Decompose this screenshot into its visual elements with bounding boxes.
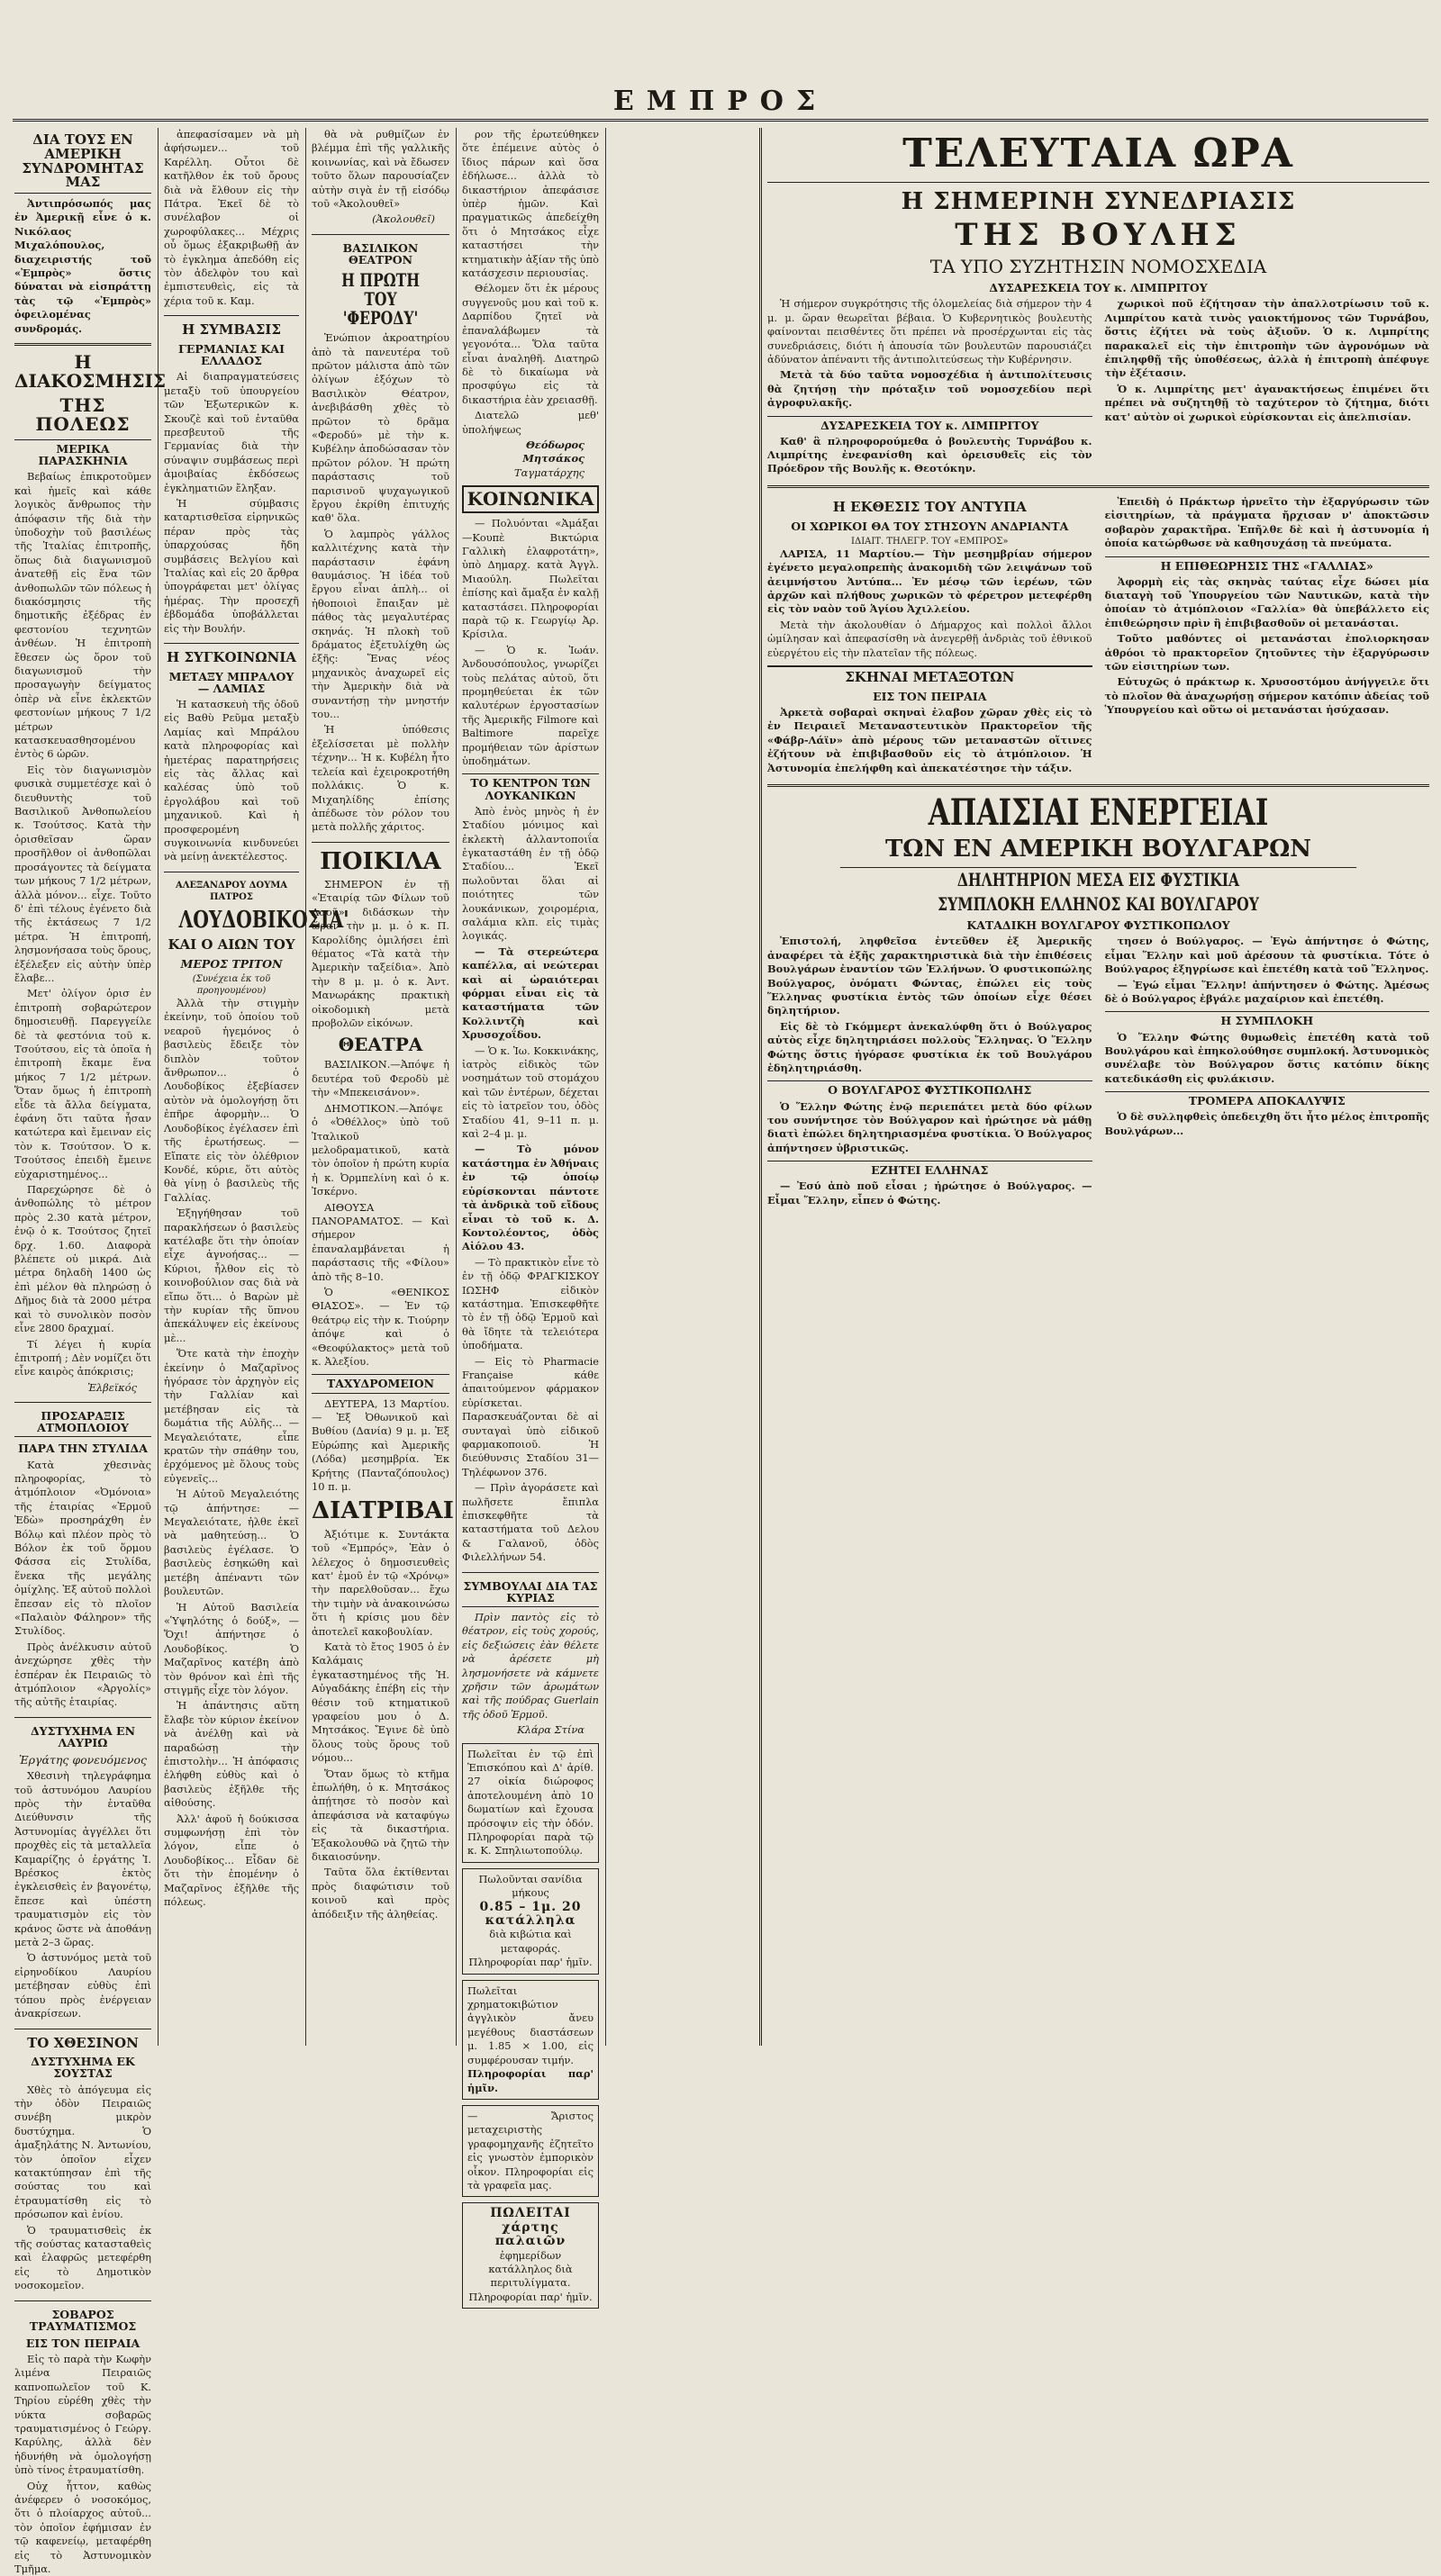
headline-social: ΚΟΙΝΩΝΙΚΑ <box>462 485 599 513</box>
article-text: Ἡ ὑπόθεσις ἐξελίσσεται μὲ πολλὴν τέχνην... Ἡ κ. Κυβέλη ἦτο τελεία καὶ ἐχειροκροτήθη πολλάκις. Ὁ κ. Μιχαηλίδης ἐπίσης ἀπέδωσε τὸν ρόλον του μετὰ πολλῆς χάριτος. <box>312 723 449 834</box>
article-text: ΣΗΜΕΡΟΝ ἐν τῇ «Ἑταιρίᾳ τῶν Φίλων τοῦ Λαοῦ» διδάσκων τὴν ὥραν τὴν μ. μ. ὁ κ. Π. Καρολίδης ὁμιλήσει ἐπὶ θέματος «Τὰ κατὰ τὴν Ἀμερικὴν ταξείδια». Ἀπὸ τὴν 8 μ. μ. ὁ κ. Ἀντ. Μανωράκης πρακτικὴ οἰκοδομικὴ μετὰ προβολῶν εἰκόνων. <box>312 878 449 1030</box>
article-text: χωρικοὶ ποῦ ἐζήτησαν τὴν ἀπαλλοτρίωσιν τοῦ κ. Λιμπρίτου κατὰ τινὸς γαιοκτήμονος τῶν Τυρνάβου, ὅστις ἐζήτει νὰ τοὺς ἀξιοῦν. Ὁ κ. Λιμπρίτης παρακαλεῖ εἰς τὴν ἐπιτροπὴν τῶν ἀγρονόμων νὰ ἐπιληφθῇ τῆς ὑποθέσεως, ἀλλὰ ἡ ἐπιτροπὴ ἀπέφυγε τὴν ἐξέτασιν. <box>1104 297 1429 380</box>
headline-serial: ΛΟΥΔΟΒΙΚΟΣΙΑ' <box>178 906 349 934</box>
ad-text: Πωλοῦνται σανίδια μήκους <box>478 1872 583 1900</box>
article-text: Ἐπειδὴ ὁ Πράκτωρ ἠρνεῖτο τὴν ἐξαργύρωσιν τῶν εἰσιτηρίων, τὰ πράγματα ἤρχισαν ν' ἀποκτῶσιν σοβαρὸν χαρακτῆρα. Ἐπῆλθε δὲ καὶ ἡ ἀστυνομία ἡ ὁποία κατώρθωσε νὰ καθησυχάσῃ τὰ πνεύματα. <box>1104 494 1429 550</box>
headline-city: ΤΗΣ ΠΟΛΕΩΣ <box>35 394 131 436</box>
classified-ad <box>462 1980 599 2100</box>
divider <box>164 315 299 316</box>
article-text: Ἐξηγήθησαν τοῦ παρακλήσεων ὁ βασιλεὺς κατέλαβε ὅτι τὴν ὁποίαν εἶχε ἀγνοήσας... — Κύριοι, ἦλθον εἰς τὸ κοινοβούλιον σας διὰ νὰ εἴπω ὅτι... ὁ Βαρὼν μὲ τὴν κυρίαν τῆς ὕπνου ἀπεκάλυψεν εἰς ἐκείνους μὲ... <box>164 1207 299 1344</box>
article-text: — Ὁ κ. Ἰωάν. Ἀνδουσόπουλος, γνωρίζει τοὺς πελάτας αὐτοῦ, ὅτι προμηθεύεται ἐκ τῶν καλυτέρων ἐργοστασίων τῆς Ἀμερικῆς Filmore καὶ Baltimore παρεῖχε προμήθειαν τῶν ἀρίστων ὑποδημάτων. <box>462 643 599 768</box>
headline-ladies-advice: ΣΥΜΒΟΥΛΑΙ ΔΙΑ ΤΑΣ ΚΥΡΙΑΣ <box>462 1580 599 1607</box>
two-col-block <box>767 495 1429 777</box>
article-text: Τοῦτο μαθόντες οἱ μετανάσται ἐπολιορκησαν ἀθρόοι τὸ πρακτορεῖον ζητοῦντες τὴν ἐξαργύρωσιν τῶν εἰσιτηρίων των. <box>1104 632 1429 673</box>
headline-last-hour: ΤΕΛΕΥΤΑΙΑ ΩΡΑ <box>902 131 1294 176</box>
article-text: Ἡ κατασκευὴ τῆς ὁδοῦ εἰς Βαθὺ Ρεῦμα μεταξὺ Λαμίας καὶ Μπράλου κατὰ πληροφορίας καὶ ἡμετέρας παρατηρήσεις εἰς τὰς ἄλλας καὶ καλέσας ὑπὸ τοῦ ἐργολάβου καὶ τοῦ μηχανικοῦ. Καὶ ἡ προσφερομένη συγκοινωνία κινδυνεύει νὰ μείνῃ ἀνεκτέλεστος. <box>164 698 299 863</box>
article-text: Ὅτε κατὰ τὴν ἐποχὴν ἐκείνην ὁ Μαζαρῖνος ἠγόρασε τὸν ἀρχηγὸν εἰς τὴν Γαλλίαν καὶ μετέβησαν εἰς τὰ δωμάτια τῆς Αὐλῆς... — Μεγαλειότατε, εἶπε κρατῶν τὴν σπάθην του, ἐρχόμενος μὲ ὅλους τοὺς εὐγενεῖς... <box>164 1347 299 1485</box>
ad-text: Πληροφορίαι παρ' ἡμῖν. <box>467 2067 594 2094</box>
article-text: Εἰς τὸν διαγωνισμὸν φυσικὰ συμμετέσχε καὶ ὁ διευθυντὴς τοῦ Βασιλικοῦ Ἀνθοπωλείου κ. Τσούτσος. Κατὰ τὴν ὁρισθεῖσαν ὥραν προσῆλθον οἱ ἀνθοπῶλαι προσάγοντες τὰ δείγματα των μήκους 7 1/2 μέτρων, ἀλλὰ μόνον... εἶχε. Τοῦτο δ' ἐπὶ τέλους ἐγένετο διὰ τῆς ἐκτάσεως 7 1/2 μέτρα. Ἡ ἐπιτροπή, λησμονήσασα τοὺς ὅρους, ἐξέλεξεν εἰς αὐτὴν ὑπὲρ ἔλαβε... <box>14 763 151 984</box>
headline-antypas: Η ΕΚΘΕΣΙΣ ΤΟΥ ΑΝΤΥΠΑ <box>832 498 1027 515</box>
article-text: Μετὰ τὴν ἀκολουθίαν ὁ Δήμαρχος καὶ πολλοὶ ἄλλοι ὡμίλησαν καὶ ἀπεφασίσθη νὰ ἀνεγερθῇ ἀνδριὰς τοῦ ἐθνικοῦ εὐεργέτου εἰς τὴν πλατεῖαν τῆς πόλεως. <box>767 618 1092 659</box>
article-text: Ἀξιότιμε κ. Συντάκτα τοῦ «Ἐμπρός», Ἐὰν ὁ λέλεχος ὁ δημοσιευθεὶς κατ' ἐμοῦ ἐν τῷ «Χρόνῳ» τὴν παρελθοῦσαν... ἔχω τὴν τιμὴν νὰ ἀνακοινώσω ὅτι ἡ κρίσις μου δὲν ἀποτελεῖ κακοβουλίαν. <box>312 1527 449 1638</box>
article-text: Αἱ διαπραγματεύσεις μεταξὺ τοῦ ὑπουργείου τῶν Ἐξωτερικῶν κ. Σκουζὲ καὶ τοῦ ἐνταῦθα πρεσβευτοῦ τῆς Γερμανίας διὰ τὴν σύναψιν συμβάσεως περὶ ἀμοιβαίας ἐκδόσεως ἐγκληματιῶν ἔληξαν. <box>164 370 299 494</box>
column-3 <box>312 128 454 2046</box>
article-text: Χθὲς τὸ ἀπόγευμα εἰς τὴν ὁδὸν Πειραιῶς συνέβη μικρὸν δυστύχημα. Ὁ ἁμαξηλάτης Ν. Ἀντωνίου, τὸν ὁποῖον εἶχεν κατακτύπησαν ἐπὶ τῆς σούστας του καὶ ἐτραυματίσθη εἰς τὸ πρόσωπον καὶ ἐνίου. <box>14 2083 151 2221</box>
article-text: Ἡ σήμερον συγκρότησις τῆς ὁλομελείας διὰ σήμερον τὴν 4 μ. μ. ὥραν θεωρεῖται βέβαια. Ὁ Κυβερνητικὸς βουλευτὴς φαίνονται πεισθέντες ὅτι πρέπει νὰ προσέρχωνται εἰς τὰς συνεδριάσεις, διότι ἡ ἀπουσία τῶν βουλευτῶν παρουσιάζει ἀδύνατον ἀπέναντι τῆς ἀντιπολιτεύσεως τὴν Κυβέρνησιν. <box>767 297 1092 366</box>
signature-title: Ταγματάρχης <box>514 465 585 479</box>
subheadline-clash: Η ΣΥΜΠΛΟΚΗ <box>1105 1011 1430 1026</box>
ad-text: διὰ κιβώτια καὶ μεταφοράς. Πληροφορίαι παρ' ἡμῖν. <box>468 1928 593 1969</box>
headline-emigrants: ΣΚΗΝΑΙ ΜΕΤΑΞΟΤΩΝ <box>767 665 1092 685</box>
ad-text: Πωλεῖται χρηματοκιβώτιον ἀγγλικὸν ἄνευ μεγέθους διαστάσεων μ. 1.85 × 1.00, εἰς συμφέρουσαν τιμήν. <box>467 1984 594 2066</box>
article-text: ΔΕΥΤΕΡΑ, 13 Μαρτίου.— Ἐξ Ὀθωνικοῦ καὶ Βυθίου (Δανία) 9 μ. μ. Ἐξ Εὐρώπης καὶ Ἀμερικῆς (Λόδα) μεσημβρία. Ἐκ Κρήτης (Πανταζόπουλος) 10 π. μ. <box>312 1396 449 1493</box>
divider <box>312 842 449 843</box>
ad-highlight: 0.85 – 1μ. 20 κατάλληλα <box>479 1899 582 1929</box>
article-text: — Πρὶν ἀγοράσετε καὶ πωλῆσετε ἔπιπλα ἐπισκεφθῆτε τὰ καταστήματα τοῦ Δελου & Γαλανοῦ, ὁδὸς Φιλελλήνων 54. <box>462 1481 599 1564</box>
article-text: Εἰς δὲ τὸ Γκόμμερτ ἀνεκαλύφθη ὅτι ὁ Βούλγαρος αὐτὸς εἶχε δηλητηριάσει πολλοὺς Ἕλληνας. Ὁ Ἕλλην Φώτης ὅστις ἠγόρασε φυστίκια ἐκ τοῦ Βουλγάρου ἐδηλητηριάσθη. <box>767 1019 1092 1074</box>
headline-disputes: ΔΙΑΤΡΙΒΑΙ <box>312 1497 454 1525</box>
two-col-block <box>767 297 1429 478</box>
subcolumn-right <box>1105 495 1430 777</box>
classified-ad <box>462 1743 599 1863</box>
article-text: Ἡ ἀπάντησις αὕτη ἔλαβε τὸν κύριον ἐκείνον νὰ ἀνέλθῃ καὶ νὰ παραδώσῃ τὴν ἐπιστολὴν... Ἡ ἀπόφασις ἐλήφθη εὐθὺς καὶ ὁ βασιλεὺς ἐξῆλθε τῆς αἰθούσης. <box>164 1699 299 1810</box>
article-text: Ὁ ἀστυνόμος μετὰ τοῦ εἰρηνοδίκου Λαυρίου μετέβησαν εὐθὺς ἐπὶ τόπου πρὸς ἐνέργειαν ἀνακρίσεων. <box>14 1951 151 2020</box>
article-text: ἀπεφασίσαμεν νὰ μὴ ἀφήσωμεν... τοῦ Καρέλλη. Οὗτοι δὲ κατῆλθον ἐκ τοῦ ὄρους διὰ νὰ ἔλθουν εἰς τὴν Πάτρα. Ἐκεῖ δὲ τὸ συνέλαβον οἱ χωροφύλακες... Μέχρις οὗ ὅμως ἐξακριβωθῇ ἀν τὸ ἐγκλημα ἀπεδόθη εἰς τὸν ἀδελφὸν του καὶ ἐμπιστευθεὶς, εἰς τὰ χέρια τοῦ κ. Καμ. <box>164 128 299 307</box>
headline-grounding: ΠΡΟΣΑΡΑΞΙΣ ΑΤΜΟΠΛΟΙΟΥ <box>14 1410 151 1437</box>
article-text: Ἡ Αὐτοῦ Μεγαλειότης τῷ ἀπήντησε: — Μεγαλειότατε, ἠλθε ἐκεῖ νὰ μαθητεύσῃ... Ὁ βασιλεὺς ἐγέλασε. Ὁ βασιλεὺς ἐσηκώθη καὶ μετέβη ἀπέναντι τῶν βουλευτῶν. <box>164 1487 299 1598</box>
column-separator <box>456 128 457 2046</box>
article-text: Διατελῶ μεθ' ὑπολήψεως <box>462 409 599 436</box>
classified-ad <box>462 2202 599 2309</box>
article-text: Ἡ Αὐτοῦ Βασιλεία «Ὑψηλότης ὁ δούξ», — Ὅχι! ἀπήντησε ὁ Λουδοβίκος. Ὁ Μαζαρῖνος κατέβη ἀπὸ τὸν θρόνον καὶ ἐπὶ τῆς στιγμῆς εἶχε τὸν λόγον. <box>164 1600 299 1696</box>
divider <box>312 234 449 235</box>
subheadline-piraeus-2: ΕΙΣ ΤΟΝ ΠΕΙΡΑΙΑ <box>873 689 987 703</box>
ad-text: Πληροφορίαι παρ' ἡμῖν. <box>468 2290 593 2303</box>
subheadline-statue: ΟΙ ΧΩΡΙΚΟΙ ΘΑ ΤΟΥ ΣΤΗΣΟΥΝ ΑΝΔΡΙΑΝΤΑ <box>791 519 1069 533</box>
article-text: — Τὸ πρακτικὸν εἶνε τὸ ἐν τῇ ὁδῷ ΦΡΑΓΚΙΣΚΟΥ ΙΩΣΗΦ εἰδικὸν κατάστημα. Ἐπισκεφθῆτε τὸ ἐν τῇ ὁδῷ Ἑρμοῦ καὶ θὰ ἴδητε τὰ τελειότερα ὑποδήματα. <box>462 1255 599 1352</box>
classified-ad <box>462 2105 599 2197</box>
divider <box>14 2300 151 2301</box>
article-text: Κατὰ χθεσινὰς πληροφορίας, τὸ ἀτμόπλοιον «Ὀμόνοια» τῆς ἑταιρίας «Ἑρμοῦ Ἐδὼ» προσηράχθη ἐν Βόλῳ καὶ πλέον πρὸς τὸ Βόλον ἐκ τοῦ ὅρμου Φάσσα εἰς Στυλίδα, ἕνεκα τῆς μεγάλης ὁμίχλης. Ἐξ αὐτοῦ πολλοὶ ἔπεσαν εἰς τὸ πλοῖον «Παλαιὸν Φάληρον» τῆς Στυλίδος. <box>14 1458 151 1638</box>
article-text: Ὁ δὲ συλληφθεὶς ὁπεδειχθη ὅτι ἦτο μέλος ἐπιτροπῆς Βουλγάρων... <box>1104 1110 1429 1137</box>
headline-parliament: ΤΗΣ ΒΟΥΛΗΣ <box>955 217 1242 254</box>
article-text: — Πολυόνται «Ἀμάξαι—Κουπὲ Βικτώρια Γαλλικὴ ἐλαφροτάτη», ὑπὸ Δημαρχ. κατὰ Ἀγγλ. Μιαούλη. Πωλεῖται ἐπίσης καὶ ἄμαξα ἐν καλῇ καταστάσει. Πληροφορίαι παρὰ τῷ κ. Γεωργίῳ Ἀρ. Κρίσιλα. <box>462 517 599 641</box>
article-text: Ταῦτα ὅλα ἐκτίθενται πρὸς διαφώτισιν τοῦ κοινοῦ καὶ πρὸς ἀπόδειξιν τῆς ἀληθείας. <box>312 1866 449 1921</box>
telegram-label: ΙΔΙΑΙΤ. ΤΗΛΕΓΡ. ΤΟΥ «ΕΜΠΡΟΣ» <box>851 536 1009 547</box>
subcolumn-right <box>1105 297 1430 478</box>
article-text: Πρὶν παντὸς εἰς τὸ θέατρον, εἰς τοὺς χορούς, εἰς δεξιώσεις ἐὰν θέλετε νὰ ἀρέσετε μὴ λησμονήσετε νὰ κάμνετε χρῆσιν τῶν ἀρωμάτων καὶ τῆς πούδρας Guerlain τῆς ὁδοῦ Ἑρμοῦ. <box>462 1610 599 1721</box>
divider <box>14 1717 151 1718</box>
article-text: Ὅταν ὅμως τὸ κτῆμα ἐπωλήθη, ὁ κ. Μητσάκος ἀπῄτησε τὸ ποσὸν καὶ ἀπεφάσισα νὰ καταφύγω εἰς τὰ δικαστήρια. Ἐξακολουθῶ νὰ ζητῶ τὴν δικαιοσύνην. <box>312 1767 449 1864</box>
subcolumn-right <box>1105 935 1430 1209</box>
column-separator <box>605 128 606 2046</box>
headline-bills: ΤΑ ΥΠΟ ΣΥΖΗΤΗΣΙΝ ΝΟΜΟΣΧΕΔΙΑ <box>929 256 1267 278</box>
article-text: — Ἐσύ ἀπὸ ποῦ εἶσαι ; ἠρώτησε ὁ Βούλγαρος. — Εἶμαι Ἕλλην, εἶπεν ὁ Φώτης. <box>767 1180 1092 1207</box>
headline-sinister: ΑΠΑΙΣΙΑΙ ΕΝΕΡΓΕΙΑΙ <box>928 791 1269 834</box>
article-text: Μετὰ τὰ δύο ταῦτα νομοσχέδια ἡ ἀντιπολίτευσις θὰ ζητήσῃ τὴν πρόταξιν τοῦ νομοσχεδίου περὶ ἀγροφυλακῆς. <box>767 368 1092 410</box>
article-text: Ὁ «ΘΕΝΙΚΟΣ ΘΙΑΣΟΣ». — Ἐν τῷ θεάτρῳ εἰς τὴν κ. Τιούρην ἀπόψε καὶ ὁ «Θεοφύλακτος» μετὰ τοῦ κ. Ἀλεξίου. <box>312 1285 449 1369</box>
subheadline-greeks: ΕΖΗΤΕΙ ΕΛΛΗΝΑΣ <box>767 1161 1092 1176</box>
article-text: ΔΗΜΟΤΙΚΟΝ.—Ἀπόψε ὁ «Ὀθέλλος» ὑπὸ τοῦ Ἰταλικοῦ μελοδραματικοῦ, κατὰ τὸν ὁποῖον ἡ πρώτη κυρία ἡ κ. Ὀρμπελίνη καὶ ὁ κ. Ἰσκέρνο. <box>312 1101 449 1198</box>
headline-premiere: Η ΠΡΩΤΗ ΤΟΥ 'ΦΕΡΟΔΥ' <box>341 269 420 330</box>
subheadline-serial: ΚΑΙ Ο ΑΙΩΝ ΤΟΥ <box>168 936 295 954</box>
classified-ad <box>462 1868 599 1975</box>
signature: Ἐλβεϊκός <box>87 1380 137 1394</box>
article-text: θὰ νὰ ρυθμίζων ἐν βλέμμα ἐπὶ τῆς γαλλικῆς κοινωνίας, καὶ νὰ ἔδωσεν τοῦτο ὅλων παρουσίαζεν αὐτὴν σιγὰ ἐν τῇ εἰσόδῳ τοῦ «Ἀκολουθεῖ» <box>312 128 449 211</box>
article-text: — Τὰ στερεώτερα καπέλλα, αἱ νεώτεραι καὶ αἱ ὡραιότεραι φόρμαι εἶναι εἰς τὰ καταστήματα τῶν Κολλιντζὴ καὶ Χρυσοχοΐδου. <box>462 945 599 1042</box>
headline-sausages: ΤΟ ΚΕΝΤΡΟΝ ΤΩΝ ΛΟΥΚΑΝΙΚΩΝ <box>462 773 599 800</box>
article-text: Εὐτυχῶς ὁ πράκτωρ κ. Χρυσοστόμου ἀνήγγειλε ὅτι τὸ πλοῖον θὰ ἀναχωρήσῃ σήμερον κατόπιν ἀδείας τοῦ Ὑπουργείου καὶ οὕτω οἱ μετανάσται ἡσύχασαν. <box>1104 675 1429 717</box>
article-text: ρον τῆς ἐρωτεύθηκεν ὅτε ἐπέμεινε αὐτὸς ὁ ἴδιος πάρων καὶ ὅσα ἐδήλωσε... ἀλλὰ τὸ δικαστήριον ἀπεφάσισε ὑπὲρ ἡμῶν. Καὶ πραγματικῶς ἀπεδείχθη ὅτι ὁ Μητσάκος εἶχε καταστήσει τὴν κτηματικὴν ἀξίαν τῆς ὑπὸ κατάσχεσιν περιουσίας. <box>462 128 599 280</box>
serial-part: ΜΕΡΟΣ ΤΡΙΤΟΝ <box>180 956 283 971</box>
headline-conviction: ΚΑΤΑΔΙΚΗ ΒΟΥΛΓΑΡΟΥ ΦΥΣΤΙΚΟΠΩΛΟΥ <box>966 918 1230 933</box>
article-text: Μετ' ὀλίγον ὁρισ ἐν ἐπιτροπὴ σοβαρώτερον δημοσιευθῇ. Παρεγγείλε δὲ τὰ φεστόνια τοῦ κ. Τσούτσου, εἰς τὰ ὁποῖα ἡ ἐπιτροπὴ ἔκαμε ἕνα μήκος 7 1/2 μέτρων. Ὅταν ὅμως ἡ ἐπιτροπὴ εἶδε τὰ ἄλλα δείγματα, ἐφάνη ὅτι ταῦτα ἦσαν κατώτερα καὶ ἔμειναν εἰς τὸν κ. Τσούτσον. Ὁ κ. Τσούτσος ἐπειδὴ ἔμεινε εὐχαριστημένος... <box>14 987 151 1180</box>
ad-highlight: ΠΩΛΕΙΤΑΙ χάρτης παλαιῶν <box>490 2206 571 2249</box>
headline-decoration: Η ΔΙΑΚΟΣΜΗΣΙΣ <box>14 351 167 393</box>
article-text: Θέλομεν ὅτι ἐκ μέρους συγγενοῦς μου καὶ τοῦ κ. Δαρπίδου ζητεῖ νὰ ἐπαναλάβωμεν τὰ γεγονότα... Ὅλα ταῦτα εἶναι ἀναληθῆ. Διατηρῶ δὲ τὸ δικαίωμα νὰ προσφύγω εἰς τὰ δικαστήρια ἐὰν χρειασθῇ. <box>462 282 599 406</box>
article-text: Ὁ κ. Λιμπρίτης μετ' ἀγανακτήσεως ἐπιμένει ὅτι πρέπει νὰ συζητηθῇ τὸ ταχύτερον τὸ ζήτημα, διότι κατ' αὐτὸν οἱ χωρικοὶ εὑρίσκονται εἰς ἀπελπισίαν. <box>1104 382 1429 423</box>
column-separator <box>305 128 306 2046</box>
article-text: Βεβαίως ἐπικροτοῦμεν καὶ ἡμεῖς καὶ κάθε λογικὸς ἄνθρωπος τὴν ἀπόφασιν τῆς διὰ τὴν ὑποδοχὴν τοῦ βασιλέως τῆς Ἰταλίας ἐπιτροπῆς, ὅπως διὰ διαγωνισμοῦ ἀνατεθῇ εἰς ἕνα τῶν ἀνθοπωλῶν τῶν πόλεως ἡ διακόσμησις τῆς δημοτικῆς ἐξέδρας ἐν φεστονίου τεχνητῶν ἀνθέων. Ἡ ἐπιτροπὴ ἔθεσεν ὡς ὅρον τοῦ διαγωνισμοῦ τὴν προσαγωγὴν δείγματος ὁπὲρ νὰ εἶνε ἐκλεκτῶν φεστονίων μήκους 7 1/2 μέτρων κατασκευασθησομένου ἐντὸς 6 ὡρῶν. <box>14 470 151 761</box>
subheadline-worker: Ἐργάτης φονευόμενος <box>19 1753 147 1767</box>
masthead: ΕΜΠΡΟΣ <box>612 86 829 117</box>
article-text: Ἀλλὰ τὴν στιγμὴν ἐκείνην, τοῦ ὁποίου τοῦ νεαροῦ ἡγεμόνος ὁ βασιλεὺς ἔδειξε τὸν διπλὸν τοῦτον ἄνθρωπον... ὁ Λουδοβίκος ἐξεβίασεν αὐτὸν νὰ ὁμολογήσῃ ὅτι ἐπῆρε ἀφορμὴν... Ὁ Λουδοβίκος ἐγέλασεν ἐπὶ τῆς ἐρωτήσεως. — Εἴπατε εἰς τὸν ὀλέθριον Κονδέ, κύριε, ὅτι αὐτὸς θὰ γίνῃ ὁ βασιλεὺς τῆς Γαλλίας. <box>164 997 299 1204</box>
column-last-hour <box>767 128 1429 2046</box>
subheadline-gallia: Η ΕΠΙΘΕΩΡΗΣΙΣ ΤΗΣ «ΓΑΛΛΙΑΣ» <box>1105 556 1430 572</box>
article-text: Ἀλλ' ἀφοῦ ἡ δούκισσα συμφωνήσῃ ἐπὶ τὸν λόγον, εἶπε ὁ Λουδοβίκος... Εἶδαν δὲ ὅτι τὴν ἐπομένην ὁ Μαζαρῖνος ἐξῆλθε τῆς πόλεως. <box>164 1812 299 1909</box>
headline-session: Η ΣΗΜΕΡΙΝΗ ΣΥΝΕΔΡΙΑΣΙΣ <box>901 188 1296 216</box>
ad-text: Πωλεῖται ἐν τῷ ἐπὶ Ἐπισκόπου καὶ Δ' ἀρίθ. 27 οἰκία διώροφος ἀποτελουμένη ἀπὸ 10 δωματίων καὶ ἔχουσα πρόσοψιν εἰς τὴν ὁδόν. Πληροφορίαι παρὰ τῷ κ. Κ. Σπηλιωτοπούλῳ. <box>467 1747 594 1857</box>
ad-text: ἐφημερίδων κατάλληλος διὰ περιτυλίγματα. <box>488 2248 573 2290</box>
subheadline-displeasure: ΔΥΣΑΡΕΣΚΕΙΑ ΤΟΥ κ. ΛΙΜΠΡΙΤΟΥ <box>989 281 1208 295</box>
article-text: ΑΙΘΟΥΣΑ ΠΑΝΟΡΑΜΑΤΟΣ. — Καὶ σήμερον ἐπαναλαμβάνεται ἡ παράστασις τῆς «Φίλου» ἀπὸ τῆς 8–10. <box>312 1200 449 1283</box>
headline-bulgarians: ΤΩΝ ΕΝ ΑΜΕΡΙΚΗ ΒΟΥΛΓΑΡΩΝ <box>884 835 1312 863</box>
divider <box>767 182 1429 183</box>
article-text: Πρὸς ἀνέλκυσιν αὐτοῦ ἀνεχώρησε χθὲς τὴν ἑσπέραν ἐκ Πειραιῶς τὸ ἀτμόπλοιον «Ἀργολίς» τῆς αὐτῆς ἑταιρίας. <box>14 1640 151 1709</box>
serial-continuation: (Συνέχεια ἐκ τοῦ προηγουμένου) <box>192 974 271 997</box>
article-text: Καθ' ἃ πληροφορούμεθα ὁ βουλευτὴς Τυρνάβου κ. Λιμπρίτης ἐνεφανίσθη καὶ ὀρεισυθεῖς εἰς τὸν Πρόεδρον τῆς Βουλῆς κ. Θεοτόκην. <box>767 434 1092 475</box>
divider <box>14 343 151 346</box>
article-text: Οὐχ ἧττον, καθὼς ἀνέφερεν ὁ νοσοκόμος, ὅτι ὁ πλοίαρχος αὐτοῦ... τὸν ὁποῖον ἐφήμισαν ἐν τῷ καφενείῳ, μεταφέρθη εἰς τὸ Ἀστυνομικὸν Τμῆμα. <box>14 2479 151 2576</box>
subcolumn-left <box>767 495 1092 777</box>
subheadline-accident: ΔΥΣΤΥΧΗΜΑ ΕΚ ΣΟΥΣΤΑΣ <box>31 2055 135 2081</box>
article-text: Ὁ Ἕλλην Φώτης θυμωθεὶς ἐπετέθη κατὰ τοῦ Βουλγάρου καὶ ἐπηκολούθησε συμπλοκή. Ἀστυνομικὸς συνέλαβε τὸν Βούλγαρον ὅστις κατόπιν δίκης κατεδικάσθη εἰς φυλάκισιν. <box>1104 1030 1429 1085</box>
column-separator <box>158 128 159 2046</box>
article-text: — Ὁ κ. Ἰω. Κοκκινάκης, ἰατρὸς εἰδικὸς τῶν νοσημάτων τοῦ στομάχου καὶ τῶν ἐντέρων, δέχεται εἰς τὸ ἰατρεῖον του, ὁδὸς Σταδίου 41, 9–11 π. μ. καὶ 2–4 μ. μ. <box>462 1044 599 1141</box>
signature: Κλάρα Στίνα <box>517 1723 585 1737</box>
divider <box>767 784 1429 787</box>
subcolumn-left <box>767 297 1092 478</box>
column-4 <box>462 128 599 2303</box>
divider <box>767 485 1429 488</box>
follows-note: (Ἀκολουθεῖ) <box>372 212 435 226</box>
headline-subscribers: ΔΙΑ ΤΟΥΣ ΕΝ ΑΜΕΡΙΚΗ ΣΥΝΔΡΟΜΗΤΑΣ ΜΑΣ <box>14 133 151 194</box>
headline-injury: ΣΟΒΑΡΟΣ ΤΡΑΥΜΑΤΙΣΜΟΣ <box>29 2307 137 2333</box>
headline-yesterday: ΤΟ ΧΘΕΣΙΝΟΝ <box>27 2034 139 2051</box>
article-text: Χθεσινὴ τηλεγράφημα τοῦ ἀστυνόμου Λαυρίου πρὸς τὴν ἐνταῦθα Διεύθυνσιν τῆς Ἀστυνομίας ἀγγέλλει ὅτι προχθὲς εἰς τὰ μεταλλεῖα Καμαρίζης ὁ ἐργάτης Ἰ. Βρέσκος ἐκτὸς ἐγκλεισθεὶς ἐν βαγονέτῳ, ἔπεσε καὶ ὑπέστη τραυματισμὸν εἰς τὸν κράνος ὥστε νὰ ἀποθάνῃ μετὰ 2–3 ὥρας. <box>14 1769 151 1949</box>
headline-poison: ΔΗΛΗΤΗΡΙΟΝ ΜΕΣΑ ΕΙΣ ΦΥΣΤΙΚΙΑ <box>840 867 1356 890</box>
article-text: Ὁ λαμπρὸς γάλλος καλλιτέχνης κατὰ τὴν παράστασιν ἐφάνη θαυμάσιος. Ἡ ἰδέα τοῦ ἔργου εἶναι ἁπλὴ... οἱ ἠθοποιοὶ ἔπαιξαν μὲ πάθος τὰς μεγαλυτέρας σκηνάς. Ἡ πλοκὴ τοῦ δράματος ἐξετυλίχθη ὡς ἑξῆς: Ἕνας νέος μηχανικὸς ἀναχωρεῖ εἰς τὴν Ἀμερικὴν διὰ νὰ συναντήσῃ τὴν μνηστήν του... <box>312 527 449 721</box>
masthead-rule <box>13 119 1428 122</box>
serial-author: ΑΛΕΞΑΝΔΡΟΥ ΔΟΥΜΑ ΠΑΤΡΟΣ <box>175 880 288 902</box>
article-text: Ὁ τραυματισθεὶς ἐκ τῆς σούστας κατασταθεὶς καὶ ἐλαφρῶς μετεφέρθη εἰς τὸ Δημοτικὸν νοσοκομεῖον. <box>14 2223 151 2292</box>
subheadline-stylis: ΠΑΡΑ ΤΗΝ ΣΤΥΛΙΔΑ <box>18 1442 148 1456</box>
column-1 <box>14 128 167 2576</box>
headline-post: ΤΑΧΥΔΡΟΜΕΙΟΝ <box>312 1374 449 1393</box>
article-text: τησεν ὁ Βούλγαρος. — Ἐγὼ ἀπήντησε ὁ Φώτης, εἶμαι Ἕλλην καὶ μοῦ ἀρέσουν τὰ φυστίκια. Τότε ὁ Βούλγαρος ἐξηγρίωσε καὶ ἐπετέθη κατὰ τοῦ Ἕλληνος. <box>1104 935 1429 976</box>
headline-convention: Η ΣΥΜΒΑΣΙΣ <box>182 321 281 339</box>
signature: Θεόδωρος Μητσάκος <box>522 438 585 465</box>
article-text: ΛΑΡΙΣΑ, 11 Μαρτίου.— Τὴν μεσημβρίαν σήμερον ἐγένετο μεγαλοπρεπὴς ἀνακομιδὴ τῶν λειψάνων τοῦ ἀειμνήστου Ἀντύπα... Ἐν μέσῳ τῶν ἱερέων, τῶν ἀρχῶν καὶ πλήθους χωρικῶν τὸ φέρετρον μετεφέρθη εἰς τὸν ναὸν τοῦ Ἁγίου Ἀχιλλείου. <box>767 547 1092 616</box>
divider <box>164 643 299 644</box>
article-text: Εἰς τὸ παρὰ τὴν Κωφὴν λιμένα Πειραιῶς καπνοπωλεῖον τοῦ Κ. Τηρίου εὑρέθη χθὲς τὴν νύκτα σοβαρῶς τραυματισμένος ὁ Γεώργ. Καρύλης, ἀλλὰ δὲν ἠδυνήθη νὰ ὁμολογήσῃ ὑπὸ τίνος ἐτραυματίσθη. <box>14 2352 151 2477</box>
article-text: Ἀρκετὰ σοβαραὶ σκηναὶ ἐλαβον χῶραν χθὲς εἰς τὸ ἐν Πειραιεῖ Μεταναστευτικὸν Πρακτορεῖον τῆς «Φάβρ-Λάϊν» ἀπὸ μέρους τῶν μεταναστῶν οἵτινες ἐζήτουν νὰ ἐπιβιβασθοῦν εἰς τὸ ἀτμόπλοιον. Ἡ Ἀστυνομία ἐπελήφθη καὶ ἀπεκατέστησε τὴν τάξιν. <box>767 705 1092 774</box>
subheadline-displeasure-2: ΔΥΣΑΡΕΣΚΕΙΑ ΤΟΥ κ. ΛΙΜΠΡΙΤΟΥ <box>767 416 1092 431</box>
headline-communication: Η ΣΥΓΚΟΙΝΩΝΙΑ <box>167 649 296 665</box>
article-text: — Εἰς τὸ Pharmacie Française κάθε ἀπαιτούμενον φάρμακον εὑρίσκεται. Παρασκευάζονται δὲ αἱ συνταγαὶ ὑπὸ εἰδικοῦ φαρμακοποιοῦ. Ἡ διεύθυνσις Σταδίου 31—Τηλέφωνον 376. <box>462 1354 599 1478</box>
subheadline-germany-greece: ΓΕΡΜΑΝΙΑΣ ΚΑΙ ΕΛΛΑΔΟΣ <box>178 342 285 368</box>
article-text: Ἐπιστολή, ληφθεῖσα ἐντεῦθεν ἐξ Ἀμερικῆς ἀναφέρει τὰ ἑξῆς χαρακτηριστικὰ διὰ τὴν ἐπιθέσεις Βουλγάρων ἐναντίον τῶν Ἑλλήνων. Ὁ φυστικοπώλης Βούλγαρος, ὀνόματι Φώντας, ἐπώλει εἰς τοὺς Ἕλληνας φυστίκια ἐντὸς τῶν ὁποίων εἶχε θέσει δηλητήριον. <box>767 935 1092 1017</box>
ad-text: — Ἄριστος μεταχειριστὴς γραφομηχανῆς ἐζητεῖτο εἰς γνωστὸν ἐμπορικὸν οἶκον. Πληροφορίαι εἰς τὰ γραφεῖα μας. <box>467 2109 594 2192</box>
article-text: Τί λέγει ἡ κυρία ἐπιτροπή ; Δὲν νομίζει ὅτι εἶνε καιρὸς ἀπόκρισις; <box>14 1337 151 1378</box>
notice-america: Ἀντιπρόσωπός μας ἐν Ἀμερικῇ εἶνε ὁ κ. Νικόλαος Μιχαλόπουλος, διαχειριστής τοῦ «Ἐμπρὸς» ὅστις δύναται νὰ εἰσπράττῃ τὰς τῷ «Ἐμπρὸς» ὀφειλομένας συνδρομάς. <box>14 197 151 335</box>
article-text: — Τὸ μόνον κατάστημα ἐν Ἀθήναις ἐν τῷ ὁποίῳ εὑρίσκονται πάντοτε τὰ ἀνδρικὰ τοῦ εἴδους εἶναι τὸ τοῦ κ. Δ. Κοντολέοντος, ὁδὸς Αἰόλου 43. <box>462 1143 599 1253</box>
divider <box>14 1402 151 1403</box>
subheadline-vendor: Ο ΒΟΥΛΓΑΡΟΣ ΦΥΣΤΙΚΟΠΩΛΗΣ <box>767 1080 1092 1096</box>
headline-lavrio: ΔΥΣΤΥΧΗΜΑ ΕΝ ΛΑΥΡΙΩ <box>30 1723 136 1749</box>
article-text: Παρεχώρησε δὲ ὁ ἀνθοπώλης τὸ μέτρον πρὸς 2.30 κατὰ μέτρον, ἐνῷ ὁ κ. Τσούτσος ζητεῖ δρχ. 1.60. Διαφορὰ βλέπετε οὐ μικρά. Διὰ μέτρα δηλαδὴ 1400 ὡς ἐπὶ μέλον θὰ πληρώσῃ ὁ Δῆμος διὰ τὰ 2000 μέτρα καὶ τὸ συνολικὸν ποσὸν εἶνε 2800 δραχμαί. <box>14 1183 151 1335</box>
column-separator <box>759 128 762 2046</box>
article-text: Κατὰ τὸ ἔτος 1905 ὁ ἐν Καλάμαις ἐγκαταστημένος τῆς Ἡ. Αὐγαδάκης ἐπέβη εἰς τὴν θέσιν τοῦ κτηματικοῦ γραφείου μου ὁ Δ. Μητσάκος. Ἔγινε δὲ ὑπὸ ὅλους τοὺς ὅρους τοῦ νόμου... <box>312 1640 449 1765</box>
article-text: Ἀφορμὴ εἰς τὰς σκηνὰς ταύτας εἶχε δώσει μία διαταγὴ τοῦ Ὑπουργείου τῶν Ναυτικῶν, κατὰ τὴν ὁποίαν τὸ ἀτμόπλοιον «Γαλλία» θὰ ὑπεβάλλετο εἰς ἐπιθεώρησιν πρὶν ἢ ἐπιβιβασθοῦν οἱ μετανάσται. <box>1104 574 1429 629</box>
subcolumn-left <box>767 935 1092 1209</box>
column-2 <box>164 128 349 2046</box>
headline-theatres: ΘΕΑΤΡΑ <box>338 1034 423 1056</box>
headline-royal-theatre: ΒΑΣΙΛΙΚΟΝ ΘΕΑΤΡΟΝ <box>342 240 419 267</box>
subheadline-bralos-lamia: ΜΕΤΑΞΥ ΜΠΡΑΛΟΥ — ΛΑΜΙΑΣ <box>168 669 295 695</box>
article-text: Ἑνώπιον ἀκροατηρίου ἀπὸ τὰ πανευτέρα τοῦ πρῶτον μάλιστα ἀπὸ τῶν ὀλίγων ἐξόχων τὸ Βασιλικὸν Θέατρον, ἀνεβιβάσθη χθὲς τὸ πρῶτον τὸ δρᾶμα «Φεροδύ» μὲ τὴν κ. Κυβέλην ἀποδώσασαν τὸν πρῶτον ρόλον. Ἡ πρώτη παράστασις τοῦ παρισινοῦ ψυχαγωγικοῦ ἔργου ἐκρίθη ἐπιτυχής καθ' ὅλα. <box>312 331 449 525</box>
article-text: ΒΑΣΙΛΙΚΟΝ.—Ἀπόψε ἡ δευτέρα τοῦ Φεροδὺ μὲ τὴν «Μπεκεισάνον». <box>312 1058 449 1099</box>
article-text: Ἡ σύμβασις καταρτισθεῖσα εἰρηνικῶς πέραν πρὸς τὰς ὑπαρχούσας ἤδη συμβάσεις Βελγίου καὶ Ἰταλίας καὶ εἰς 20 ἄρθρα ὑπογράφεται μετ' ὀλίγας ἡμέρας. Τὴν προσεχῆ ἑβδομάδα ὑποβάλλεται εἰς τὴν Βουλήν. <box>164 496 299 635</box>
subheadline-piraeus: ΕΙΣ ΤΟΝ ΠΕΙΡΑΙΑ <box>25 2336 140 2350</box>
two-col-block <box>767 935 1429 1209</box>
headline-miscellany: ΠΟΙΚΙΛΑ <box>320 847 441 875</box>
subheadline-revelation: ΤΡΟΜΕΡΑ ΑΠΟΚΑΛΥΨΙΣ <box>1105 1091 1430 1107</box>
article-text: — Ἐγώ εἶμαι Ἕλλην! ἀπήντησεν ὁ Φώτης. Ἀμέσως δὲ ὁ Βούλγαρος ἐβγάλε μαχαίριον καὶ ἐπετέθη. <box>1104 978 1429 1005</box>
article-text: Ὁ Ἕλλην Φώτης ἐνῷ περιεπάτει μετὰ δύο φίλων του συνήντησε τὸν Βούλγαρον καὶ ἠρώτησε νὰ μάθῃ διατὶ ἐπώλει δηλητηριασμένα φυστίκια. Ὁ Βούλγαρος ἀπήντησεν ὑβριστικῶς. <box>767 1099 1092 1154</box>
subheadline-backstage: ΜΕΡΙΚΑ ΠΑΡΑΣΚΗΝΙΑ <box>14 439 151 466</box>
article-text: Ἀπὸ ἑνὸς μηνὸς ἡ ἐν Σταδίου μόνιμος καὶ ἐκλεκτὴ ἀλλαντοποιΐα ἐγκαταστάθη ἐν τῇ ὁδῷ Σταδίου... Ἐκεῖ πωλοῦνται ὅλαι αἱ ποιότητες τῶν λουκάνικων, χοιρομέρια, σαλάμια κλπ. εἰς τιμὰς λογικάς. <box>462 804 599 943</box>
headline-clash: ΣΥΜΠΛΟΚΗ ΕΛΛΗΝΟΣ ΚΑΙ ΒΟΥΛΓΑΡΟΥ <box>938 893 1259 916</box>
divider <box>462 1572 599 1573</box>
